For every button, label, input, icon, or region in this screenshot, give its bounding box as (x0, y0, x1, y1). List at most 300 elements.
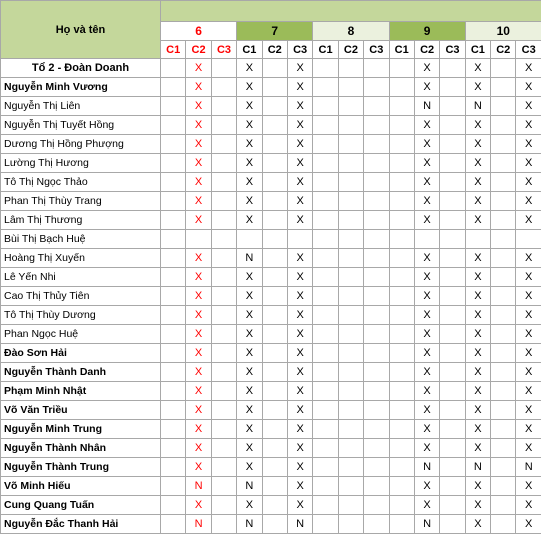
mark-cell[interactable]: X (287, 116, 312, 135)
mark-cell[interactable]: X (237, 154, 262, 173)
sub-header-10-c3[interactable]: C3 (516, 41, 541, 59)
mark-cell[interactable]: X (414, 78, 439, 97)
sub-header-10-c2[interactable]: C2 (491, 41, 516, 59)
mark-cell[interactable] (262, 230, 287, 249)
mark-cell[interactable]: X (516, 287, 541, 306)
mark-cell[interactable] (364, 382, 389, 401)
mark-cell[interactable] (440, 78, 465, 97)
mark-cell[interactable] (364, 287, 389, 306)
mark-cell[interactable] (491, 306, 516, 325)
mark-cell[interactable]: X (414, 287, 439, 306)
mark-cell[interactable]: X (465, 154, 490, 173)
sub-header-6-c2[interactable]: C2 (186, 41, 211, 59)
person-name-cell[interactable]: Nguyễn Thị Tuyết Hồng (1, 116, 161, 135)
mark-cell[interactable] (211, 306, 236, 325)
mark-cell[interactable] (389, 401, 414, 420)
mark-cell[interactable]: X (237, 325, 262, 344)
mark-cell[interactable] (414, 230, 439, 249)
mark-cell[interactable] (262, 287, 287, 306)
mark-cell[interactable] (262, 439, 287, 458)
grade-header-8[interactable]: 8 (313, 22, 389, 41)
mark-cell[interactable] (313, 59, 338, 78)
mark-cell[interactable] (211, 192, 236, 211)
column-header-name[interactable]: Họ và tên (1, 1, 161, 59)
mark-cell[interactable]: N (237, 477, 262, 496)
mark-cell[interactable] (465, 230, 490, 249)
mark-cell[interactable] (313, 116, 338, 135)
mark-cell[interactable]: X (465, 59, 490, 78)
mark-cell[interactable] (364, 116, 389, 135)
mark-cell[interactable]: X (186, 78, 211, 97)
mark-cell[interactable]: X (287, 401, 312, 420)
mark-cell[interactable]: X (237, 458, 262, 477)
mark-cell[interactable] (440, 515, 465, 534)
mark-cell[interactable]: X (516, 325, 541, 344)
mark-cell[interactable] (262, 363, 287, 382)
mark-cell[interactable] (491, 192, 516, 211)
mark-cell[interactable] (313, 439, 338, 458)
mark-cell[interactable] (211, 477, 236, 496)
mark-cell[interactable] (313, 401, 338, 420)
mark-cell[interactable] (491, 420, 516, 439)
mark-cell[interactable] (161, 496, 186, 515)
mark-cell[interactable] (161, 154, 186, 173)
mark-cell[interactable] (389, 249, 414, 268)
mark-cell[interactable] (161, 344, 186, 363)
mark-cell[interactable] (440, 496, 465, 515)
mark-cell[interactable]: X (516, 363, 541, 382)
mark-cell[interactable] (161, 306, 186, 325)
person-name-cell[interactable]: Bùi Thị Bạch Huệ (1, 230, 161, 249)
mark-cell[interactable] (313, 325, 338, 344)
mark-cell[interactable] (338, 173, 363, 192)
mark-cell[interactable]: X (237, 382, 262, 401)
mark-cell[interactable]: X (414, 249, 439, 268)
sub-header-9-c3[interactable]: C3 (440, 41, 465, 59)
mark-cell[interactable]: X (237, 135, 262, 154)
mark-cell[interactable] (440, 325, 465, 344)
mark-cell[interactable]: X (186, 287, 211, 306)
mark-cell[interactable] (313, 382, 338, 401)
mark-cell[interactable] (338, 154, 363, 173)
mark-cell[interactable] (313, 477, 338, 496)
mark-cell[interactable] (389, 306, 414, 325)
mark-cell[interactable]: X (414, 173, 439, 192)
mark-cell[interactable]: X (465, 287, 490, 306)
mark-cell[interactable] (237, 230, 262, 249)
mark-cell[interactable] (364, 458, 389, 477)
person-name-cell[interactable]: Nguyễn Thị Liên (1, 97, 161, 116)
mark-cell[interactable]: X (465, 116, 490, 135)
mark-cell[interactable] (491, 401, 516, 420)
mark-cell[interactable] (262, 154, 287, 173)
mark-cell[interactable] (338, 135, 363, 154)
mark-cell[interactable]: X (516, 211, 541, 230)
mark-cell[interactable]: X (287, 420, 312, 439)
mark-cell[interactable] (389, 363, 414, 382)
mark-cell[interactable] (313, 363, 338, 382)
mark-cell[interactable] (211, 515, 236, 534)
mark-cell[interactable]: X (516, 401, 541, 420)
sub-header-7-c3[interactable]: C3 (287, 41, 312, 59)
mark-cell[interactable]: X (465, 344, 490, 363)
mark-cell[interactable]: X (465, 382, 490, 401)
mark-cell[interactable] (338, 496, 363, 515)
mark-cell[interactable]: X (287, 325, 312, 344)
mark-cell[interactable] (440, 439, 465, 458)
mark-cell[interactable] (389, 230, 414, 249)
mark-cell[interactable]: X (465, 325, 490, 344)
mark-cell[interactable] (491, 211, 516, 230)
mark-cell[interactable] (313, 192, 338, 211)
mark-cell[interactable]: X (186, 306, 211, 325)
grade-header-7[interactable]: 7 (237, 22, 313, 41)
mark-cell[interactable]: X (414, 382, 439, 401)
mark-cell[interactable] (389, 78, 414, 97)
mark-cell[interactable]: X (516, 78, 541, 97)
mark-cell[interactable] (440, 306, 465, 325)
mark-cell[interactable] (313, 249, 338, 268)
mark-cell[interactable] (161, 325, 186, 344)
mark-cell[interactable] (262, 325, 287, 344)
mark-cell[interactable] (211, 420, 236, 439)
mark-cell[interactable]: X (287, 458, 312, 477)
mark-cell[interactable] (364, 192, 389, 211)
mark-cell[interactable] (389, 154, 414, 173)
mark-cell[interactable] (338, 287, 363, 306)
mark-cell[interactable]: X (186, 325, 211, 344)
sub-header-8-c2[interactable]: C2 (338, 41, 363, 59)
mark-cell[interactable] (262, 458, 287, 477)
mark-cell[interactable]: X (414, 135, 439, 154)
mark-cell[interactable] (364, 154, 389, 173)
mark-cell[interactable] (161, 116, 186, 135)
mark-cell[interactable] (440, 97, 465, 116)
mark-cell[interactable] (211, 458, 236, 477)
mark-cell[interactable]: X (287, 344, 312, 363)
mark-cell[interactable]: N (186, 477, 211, 496)
mark-cell[interactable] (161, 230, 186, 249)
mark-cell[interactable] (491, 287, 516, 306)
mark-cell[interactable]: X (237, 401, 262, 420)
mark-cell[interactable]: X (287, 382, 312, 401)
mark-cell[interactable]: X (186, 344, 211, 363)
mark-cell[interactable] (389, 420, 414, 439)
mark-cell[interactable]: X (465, 211, 490, 230)
mark-cell[interactable]: X (414, 496, 439, 515)
mark-cell[interactable] (440, 249, 465, 268)
mark-cell[interactable] (262, 97, 287, 116)
mark-cell[interactable] (161, 249, 186, 268)
mark-cell[interactable]: X (237, 78, 262, 97)
mark-cell[interactable] (211, 173, 236, 192)
person-name-cell[interactable]: Cao Thị Thủy Tiên (1, 287, 161, 306)
person-name-cell[interactable]: Võ Văn Triều (1, 401, 161, 420)
mark-cell[interactable] (389, 382, 414, 401)
mark-cell[interactable]: X (465, 363, 490, 382)
mark-cell[interactable] (364, 496, 389, 515)
mark-cell[interactable] (491, 230, 516, 249)
sub-header-6-c3[interactable]: C3 (211, 41, 236, 59)
mark-cell[interactable] (262, 59, 287, 78)
mark-cell[interactable]: X (516, 477, 541, 496)
mark-cell[interactable] (364, 363, 389, 382)
mark-cell[interactable] (338, 116, 363, 135)
mark-cell[interactable]: X (465, 496, 490, 515)
person-name-cell[interactable]: Nguyễn Đắc Thanh Hải (1, 515, 161, 534)
mark-cell[interactable] (440, 135, 465, 154)
mark-cell[interactable] (313, 211, 338, 230)
mark-cell[interactable]: X (414, 401, 439, 420)
mark-cell[interactable] (262, 496, 287, 515)
mark-cell[interactable] (262, 382, 287, 401)
mark-cell[interactable] (211, 382, 236, 401)
mark-cell[interactable] (338, 211, 363, 230)
mark-cell[interactable] (338, 230, 363, 249)
mark-cell[interactable] (313, 496, 338, 515)
mark-cell[interactable] (364, 268, 389, 287)
mark-cell[interactable] (211, 78, 236, 97)
group-name-cell[interactable]: Tổ 2 - Đoàn Doanh (1, 59, 161, 78)
mark-cell[interactable] (364, 97, 389, 116)
mark-cell[interactable] (161, 382, 186, 401)
person-name-cell[interactable]: Võ Minh Hiếu (1, 477, 161, 496)
mark-cell[interactable] (338, 344, 363, 363)
mark-cell[interactable] (389, 287, 414, 306)
person-name-cell[interactable]: Lê Yến Nhi (1, 268, 161, 287)
mark-cell[interactable]: X (414, 306, 439, 325)
mark-cell[interactable] (161, 97, 186, 116)
mark-cell[interactable] (491, 135, 516, 154)
mark-cell[interactable] (211, 59, 236, 78)
mark-cell[interactable]: X (287, 192, 312, 211)
mark-cell[interactable]: X (237, 211, 262, 230)
mark-cell[interactable] (161, 477, 186, 496)
mark-cell[interactable] (389, 477, 414, 496)
mark-cell[interactable] (313, 515, 338, 534)
mark-cell[interactable] (211, 287, 236, 306)
mark-cell[interactable] (161, 59, 186, 78)
mark-cell[interactable]: X (287, 78, 312, 97)
mark-cell[interactable] (211, 211, 236, 230)
mark-cell[interactable] (440, 458, 465, 477)
mark-cell[interactable]: X (414, 439, 439, 458)
mark-cell[interactable] (364, 59, 389, 78)
mark-cell[interactable] (211, 135, 236, 154)
person-name-cell[interactable]: Nguyễn Thành Nhân (1, 439, 161, 458)
mark-cell[interactable] (313, 135, 338, 154)
mark-cell[interactable] (389, 173, 414, 192)
mark-cell[interactable]: N (465, 97, 490, 116)
person-name-cell[interactable]: Cung Quang Tuấn (1, 496, 161, 515)
mark-cell[interactable] (262, 515, 287, 534)
mark-cell[interactable] (161, 135, 186, 154)
mark-cell[interactable]: X (287, 363, 312, 382)
mark-cell[interactable] (313, 287, 338, 306)
mark-cell[interactable]: X (465, 306, 490, 325)
mark-cell[interactable]: X (287, 306, 312, 325)
sub-header-9-c2[interactable]: C2 (414, 41, 439, 59)
mark-cell[interactable] (364, 439, 389, 458)
mark-cell[interactable] (262, 401, 287, 420)
mark-cell[interactable] (440, 59, 465, 78)
mark-cell[interactable] (364, 230, 389, 249)
mark-cell[interactable] (389, 344, 414, 363)
person-name-cell[interactable]: Hoàng Thị Xuyến (1, 249, 161, 268)
mark-cell[interactable] (161, 401, 186, 420)
mark-cell[interactable] (262, 249, 287, 268)
mark-cell[interactable]: X (237, 59, 262, 78)
mark-cell[interactable]: X (237, 439, 262, 458)
mark-cell[interactable] (161, 515, 186, 534)
mark-cell[interactable] (364, 306, 389, 325)
mark-cell[interactable] (338, 401, 363, 420)
mark-cell[interactable]: X (237, 116, 262, 135)
person-name-cell[interactable]: Tô Thị Ngọc Thảo (1, 173, 161, 192)
mark-cell[interactable]: X (287, 59, 312, 78)
mark-cell[interactable] (313, 97, 338, 116)
mark-cell[interactable]: X (287, 249, 312, 268)
mark-cell[interactable] (389, 515, 414, 534)
mark-cell[interactable] (338, 439, 363, 458)
mark-cell[interactable]: X (186, 420, 211, 439)
mark-cell[interactable]: X (516, 59, 541, 78)
mark-cell[interactable] (262, 78, 287, 97)
mark-cell[interactable] (389, 135, 414, 154)
mark-cell[interactable]: N (287, 515, 312, 534)
mark-cell[interactable] (161, 287, 186, 306)
mark-cell[interactable]: X (516, 173, 541, 192)
mark-cell[interactable] (491, 78, 516, 97)
mark-cell[interactable] (491, 97, 516, 116)
mark-cell[interactable] (491, 477, 516, 496)
mark-cell[interactable]: X (414, 211, 439, 230)
person-name-cell[interactable]: Phan Thị Thùy Trang (1, 192, 161, 211)
mark-cell[interactable] (262, 268, 287, 287)
mark-cell[interactable]: X (186, 135, 211, 154)
mark-cell[interactable] (161, 458, 186, 477)
mark-cell[interactable] (211, 344, 236, 363)
mark-cell[interactable] (491, 249, 516, 268)
mark-cell[interactable]: X (186, 363, 211, 382)
mark-cell[interactable] (440, 382, 465, 401)
mark-cell[interactable] (440, 401, 465, 420)
mark-cell[interactable]: X (186, 59, 211, 78)
mark-cell[interactable] (491, 363, 516, 382)
grade-header-10[interactable]: 10 (465, 22, 541, 41)
mark-cell[interactable]: X (465, 249, 490, 268)
mark-cell[interactable] (491, 344, 516, 363)
mark-cell[interactable] (440, 230, 465, 249)
mark-cell[interactable] (161, 420, 186, 439)
grade-header-9[interactable]: 9 (389, 22, 465, 41)
mark-cell[interactable] (364, 401, 389, 420)
mark-cell[interactable]: X (186, 401, 211, 420)
mark-cell[interactable] (440, 287, 465, 306)
mark-cell[interactable] (161, 78, 186, 97)
person-name-cell[interactable]: Nguyễn Minh Trung (1, 420, 161, 439)
mark-cell[interactable] (338, 249, 363, 268)
mark-cell[interactable] (389, 458, 414, 477)
mark-cell[interactable] (211, 325, 236, 344)
sub-header-7-c1[interactable]: C1 (237, 41, 262, 59)
mark-cell[interactable] (186, 230, 211, 249)
mark-cell[interactable] (491, 382, 516, 401)
mark-cell[interactable] (313, 230, 338, 249)
mark-cell[interactable] (262, 135, 287, 154)
mark-cell[interactable]: X (237, 173, 262, 192)
mark-cell[interactable]: X (465, 515, 490, 534)
mark-cell[interactable]: X (186, 268, 211, 287)
mark-cell[interactable]: N (237, 249, 262, 268)
mark-cell[interactable] (389, 325, 414, 344)
mark-cell[interactable]: X (516, 97, 541, 116)
mark-cell[interactable] (440, 154, 465, 173)
mark-cell[interactable] (211, 116, 236, 135)
mark-cell[interactable] (313, 306, 338, 325)
mark-cell[interactable] (161, 211, 186, 230)
mark-cell[interactable]: X (465, 192, 490, 211)
mark-cell[interactable] (389, 116, 414, 135)
mark-cell[interactable]: X (414, 268, 439, 287)
mark-cell[interactable]: X (465, 439, 490, 458)
mark-cell[interactable]: N (414, 515, 439, 534)
mark-cell[interactable] (440, 363, 465, 382)
mark-cell[interactable]: X (237, 496, 262, 515)
mark-cell[interactable]: X (414, 116, 439, 135)
mark-cell[interactable] (440, 116, 465, 135)
mark-cell[interactable] (491, 515, 516, 534)
mark-cell[interactable] (389, 97, 414, 116)
mark-cell[interactable] (313, 420, 338, 439)
mark-cell[interactable] (211, 363, 236, 382)
mark-cell[interactable] (389, 211, 414, 230)
mark-cell[interactable] (491, 458, 516, 477)
mark-cell[interactable]: N (186, 515, 211, 534)
mark-cell[interactable]: X (465, 78, 490, 97)
mark-cell[interactable]: X (465, 135, 490, 154)
person-name-cell[interactable]: Dương Thị Hồng Phượng (1, 135, 161, 154)
mark-cell[interactable]: X (287, 496, 312, 515)
mark-cell[interactable]: X (186, 97, 211, 116)
mark-cell[interactable]: X (186, 439, 211, 458)
mark-cell[interactable]: X (414, 154, 439, 173)
mark-cell[interactable] (287, 230, 312, 249)
mark-cell[interactable]: X (237, 306, 262, 325)
mark-cell[interactable] (211, 439, 236, 458)
mark-cell[interactable]: X (516, 420, 541, 439)
mark-cell[interactable] (364, 211, 389, 230)
mark-cell[interactable]: X (237, 363, 262, 382)
person-name-cell[interactable]: Đào Sơn Hải (1, 344, 161, 363)
mark-cell[interactable] (440, 211, 465, 230)
mark-cell[interactable]: X (516, 382, 541, 401)
mark-cell[interactable]: X (237, 268, 262, 287)
mark-cell[interactable]: X (287, 135, 312, 154)
mark-cell[interactable] (491, 154, 516, 173)
mark-cell[interactable] (313, 78, 338, 97)
mark-cell[interactable] (516, 230, 541, 249)
mark-cell[interactable] (338, 363, 363, 382)
sub-header-9-c1[interactable]: C1 (389, 41, 414, 59)
mark-cell[interactable]: X (516, 306, 541, 325)
person-name-cell[interactable]: Nguyễn Thành Danh (1, 363, 161, 382)
mark-cell[interactable] (491, 439, 516, 458)
grade-header-6[interactable]: 6 (161, 22, 237, 41)
mark-cell[interactable] (364, 78, 389, 97)
mark-cell[interactable] (338, 325, 363, 344)
mark-cell[interactable]: X (414, 363, 439, 382)
